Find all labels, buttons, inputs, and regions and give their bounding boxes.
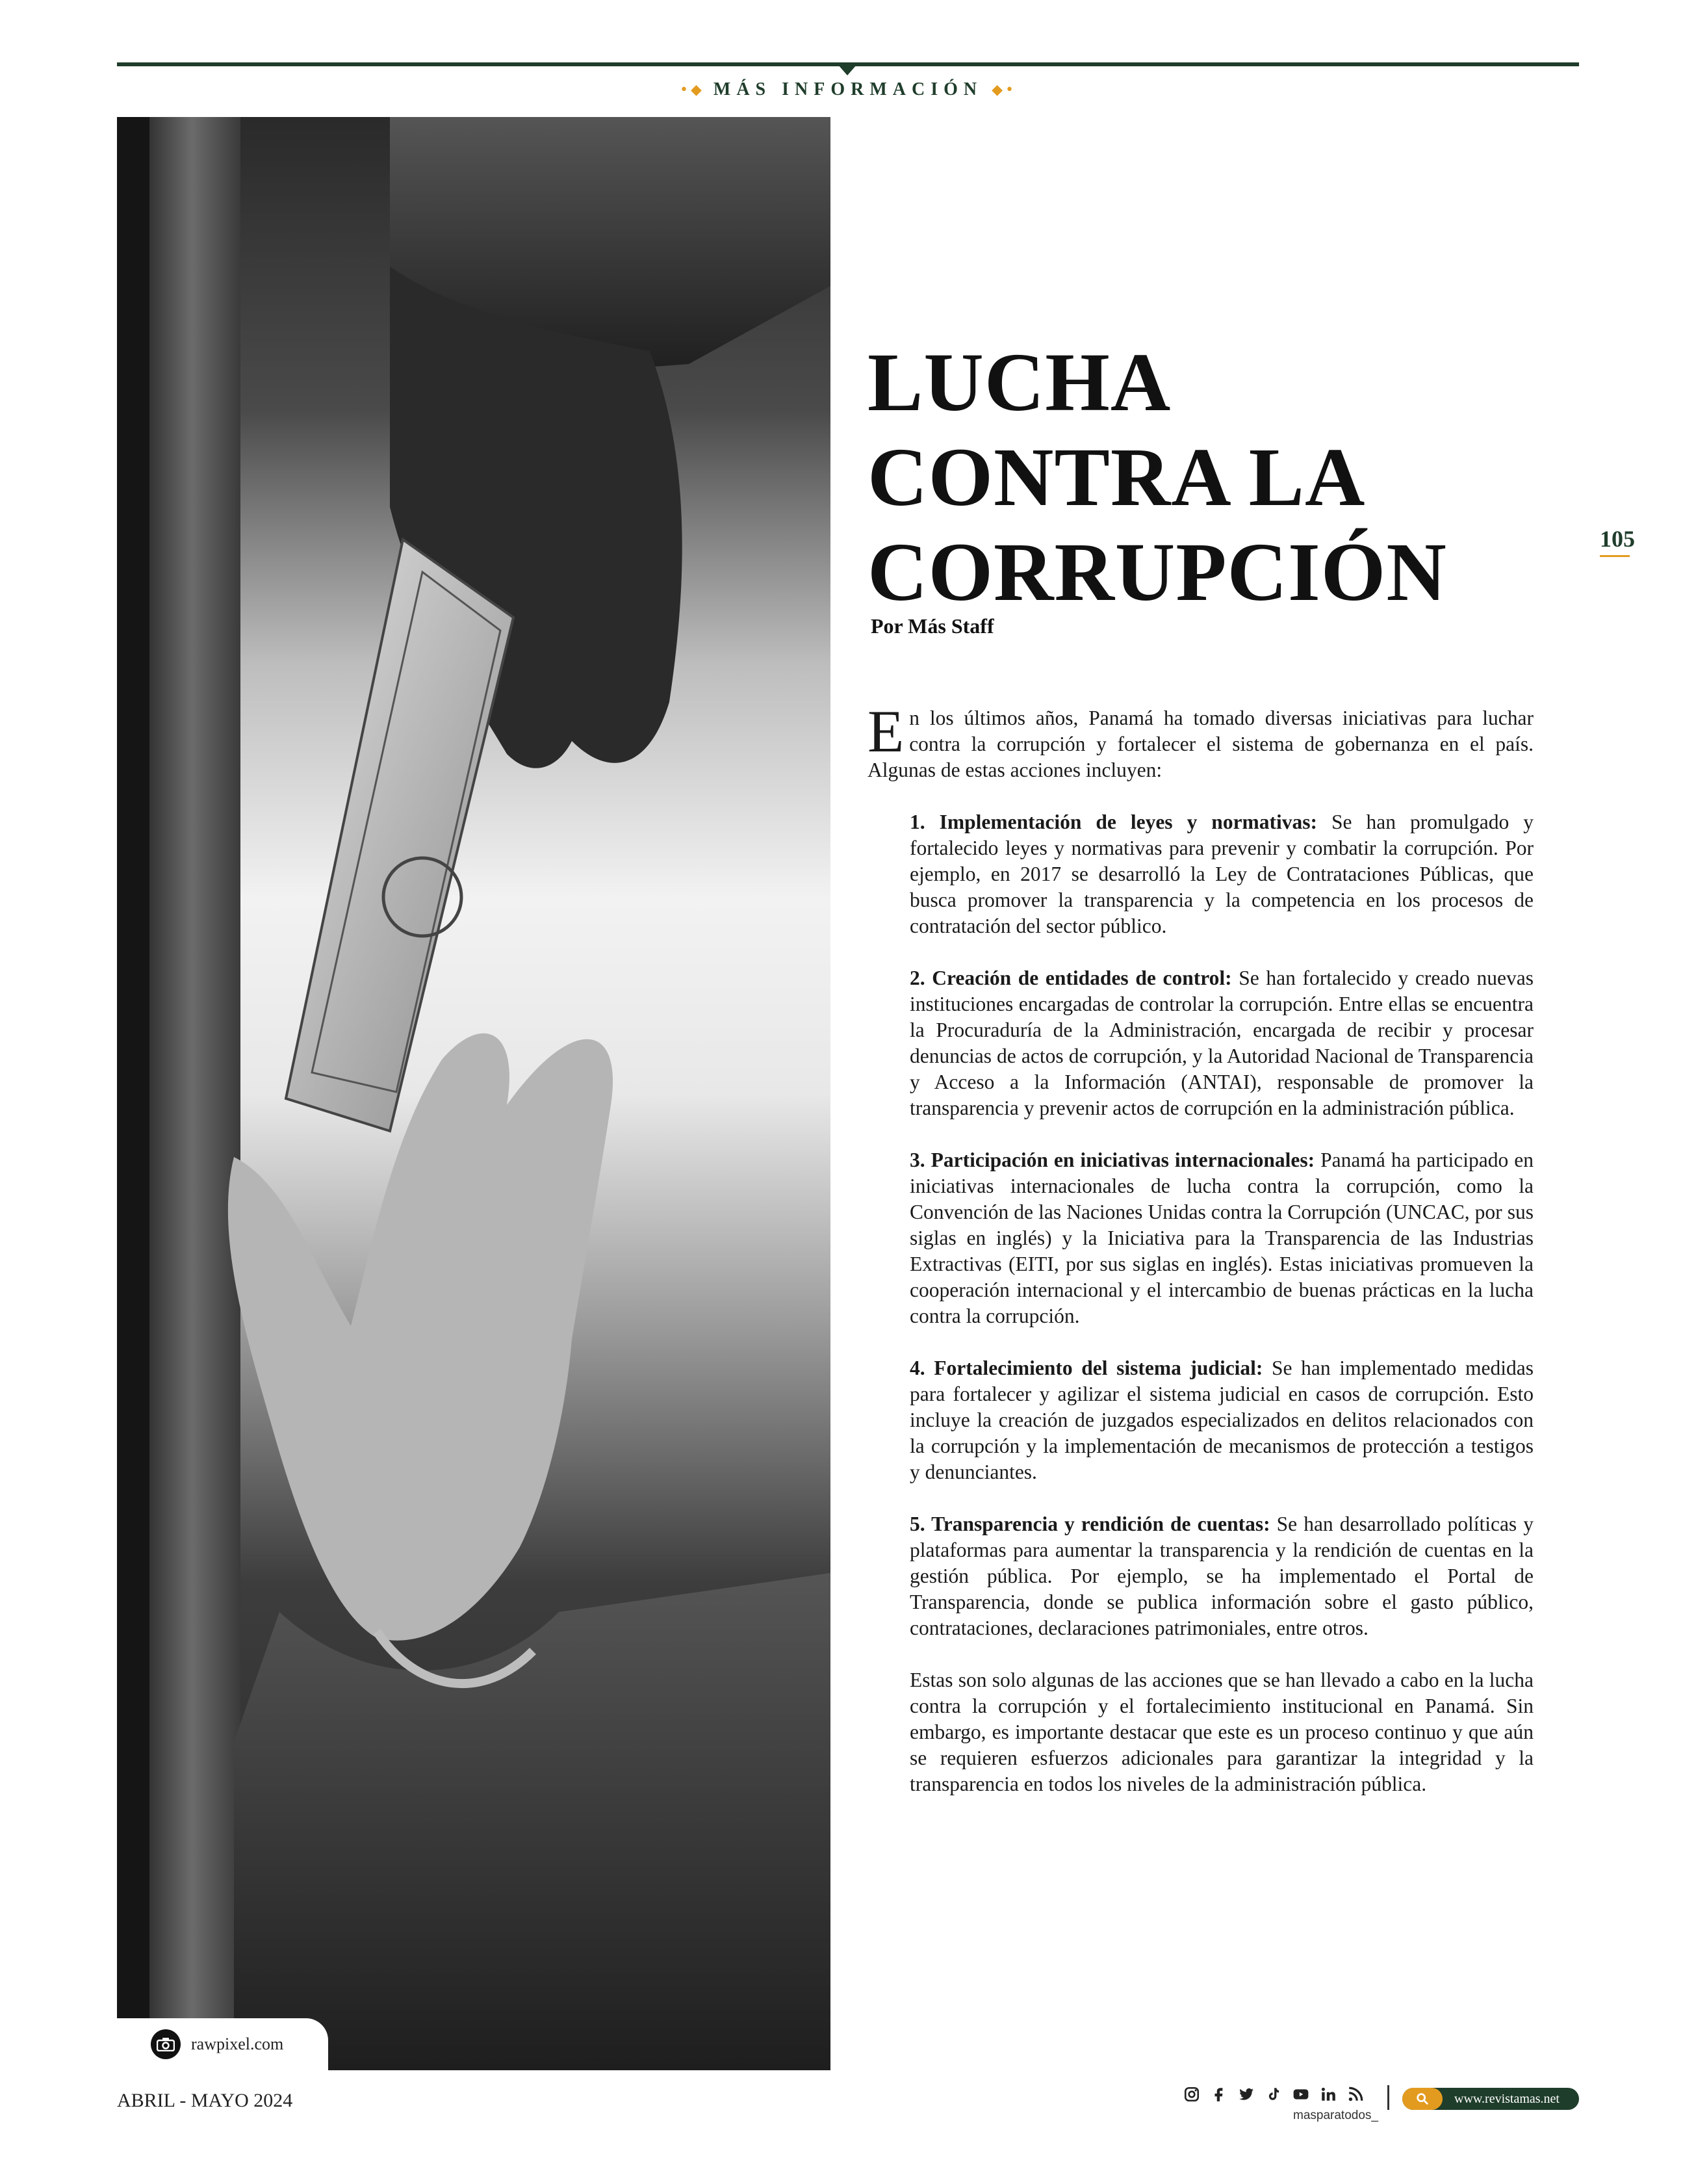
list-item-text: Se han desarrollado políticas y plataformas para aumentar la transparencia y la rendición de cuentas en la gestión pública. Por ejemplo, se ha implementado el Portal de Transparencia, donde se publica información sobre el gasto público, contrataciones, declaraciones patrimoniales, entre otros. [910,1513,1534,1639]
hero-photo [117,117,830,2070]
instagram-icon[interactable] [1183,2085,1201,2103]
drop-cap: E [867,698,905,764]
intro-paragraph [867,698,1534,783]
issue-date: ABRIL - MAYO 2024 [117,2090,293,2111]
title-line-1: LUCHA [867,336,1172,428]
footer-separator [1387,2085,1389,2110]
social-handle: masparatodos_ [1293,2109,1378,2122]
list-item [910,1355,1534,1485]
closing-paragraph [910,1667,1534,1797]
list-item-heading: 2. Creación de entidades de control: [910,967,1232,989]
camera-icon [151,2029,181,2059]
list-item-heading: 3. Participación en iniciativas internacionales: [910,1149,1315,1171]
intro-text: n los últimos años, Panamá ha tomado diversas iniciativas para luchar contra la corrupción y fortalecer el sistema de gobernanza en el país. Algunas de estas acciones incluyen: [867,707,1534,781]
list-item-heading: 5. Transparencia y rendición de cuentas: [910,1513,1270,1535]
photo-illustration [117,117,830,2070]
ornament-left-icon: •◆ [679,81,704,98]
list-item [910,965,1534,1121]
page-number-underline [1600,555,1630,557]
facebook-icon[interactable] [1210,2085,1228,2103]
photo-credit [117,2018,328,2070]
search-icon [1402,2088,1443,2110]
photo-credit-text: rawpixel.com [191,2034,284,2053]
list-item-heading: 1. Implementación de leyes y normativas: [910,811,1318,833]
list-item-text: Se han fortalecido y creado nuevas instituciones encargadas de controlar la corrupción. Entre ellas se encuentra la Procuraduría de la Administración, encargada de recibir y procesar denuncias de actos de corrupción, y la Autoridad Nacional de Transparencia y Acceso a la Información (ANTAI), responsable de promover la transparencia y prevenir actos de corrupción en la administración pública. [910,967,1534,1119]
website-link[interactable] [1402,2088,1579,2110]
list-item [910,1511,1534,1641]
list-item [910,809,1534,939]
list-item-text: Se han implementado medidas para fortalecer y agilizar el sistema judicial en casos de corrupción. Esto incluye la creación de juzgados especializados en delitos relacionados con la corrupción y la implementación de mecanismos de protección a testigos y denunciantes. [910,1357,1534,1483]
list-item-text: Panamá ha participado en iniciativas internacionales de lucha contra la corrupción, como la Convención de las Naciones Unidas contra la Corrupción (UNCAC, por sus siglas en inglés) y la Iniciativa para la Transparencia de las Industrias Extractivas (EITI, por sus siglas en inglés). Estas iniciativas promueven la cooperación internacional y el intercambio de buenas prácticas en la lucha contra la corrupción. [910,1149,1534,1327]
website-url: www.revistamas.net [1454,2091,1560,2106]
header-notch [838,65,856,75]
section-label [650,77,1046,103]
list-item-text: Se han promulgado y fortalecido leyes y normativas para prevenir y combatir la corrupción. Por ejemplo, en 2017 se desarrolló la Ley de Contrataciones Públicas, que busca promover la transparencia y la competencia en los procesos de contratación del sector público. [910,811,1534,937]
article-list [910,809,1534,1823]
closing-text: Estas son solo algunas de las acciones que se han llevado a cabo en la lucha contra la corrupción y el fortalecimiento institucional en Panamá. Sin embargo, es importante destacar que este es un proceso continuo y que aún se requieren esfuerzos adicionales para garantizar la integridad y la transparencia en todos los niveles de la administración pública. [910,1669,1534,1795]
list-item-heading: 4. Fortalecimiento del sistema judicial: [910,1357,1263,1379]
title-line-3: CORRUPCIÓN [867,526,1447,618]
linkedin-icon[interactable] [1319,2085,1337,2103]
twitter-icon[interactable] [1237,2085,1255,2103]
title-line-2: CONTRA LA [867,431,1366,523]
social-links [1183,2085,1365,2103]
rss-icon[interactable] [1346,2085,1365,2103]
section-label-text: MÁS INFORMACIÓN [713,79,983,99]
page-number: 105 [1600,526,1635,552]
tiktok-icon[interactable] [1265,2085,1283,2103]
article-title [867,335,1452,619]
byline: Por Más Staff [871,614,994,638]
list-item [910,1147,1534,1329]
youtube-icon[interactable] [1292,2085,1310,2103]
ornament-right-icon: ◆• [992,81,1017,98]
